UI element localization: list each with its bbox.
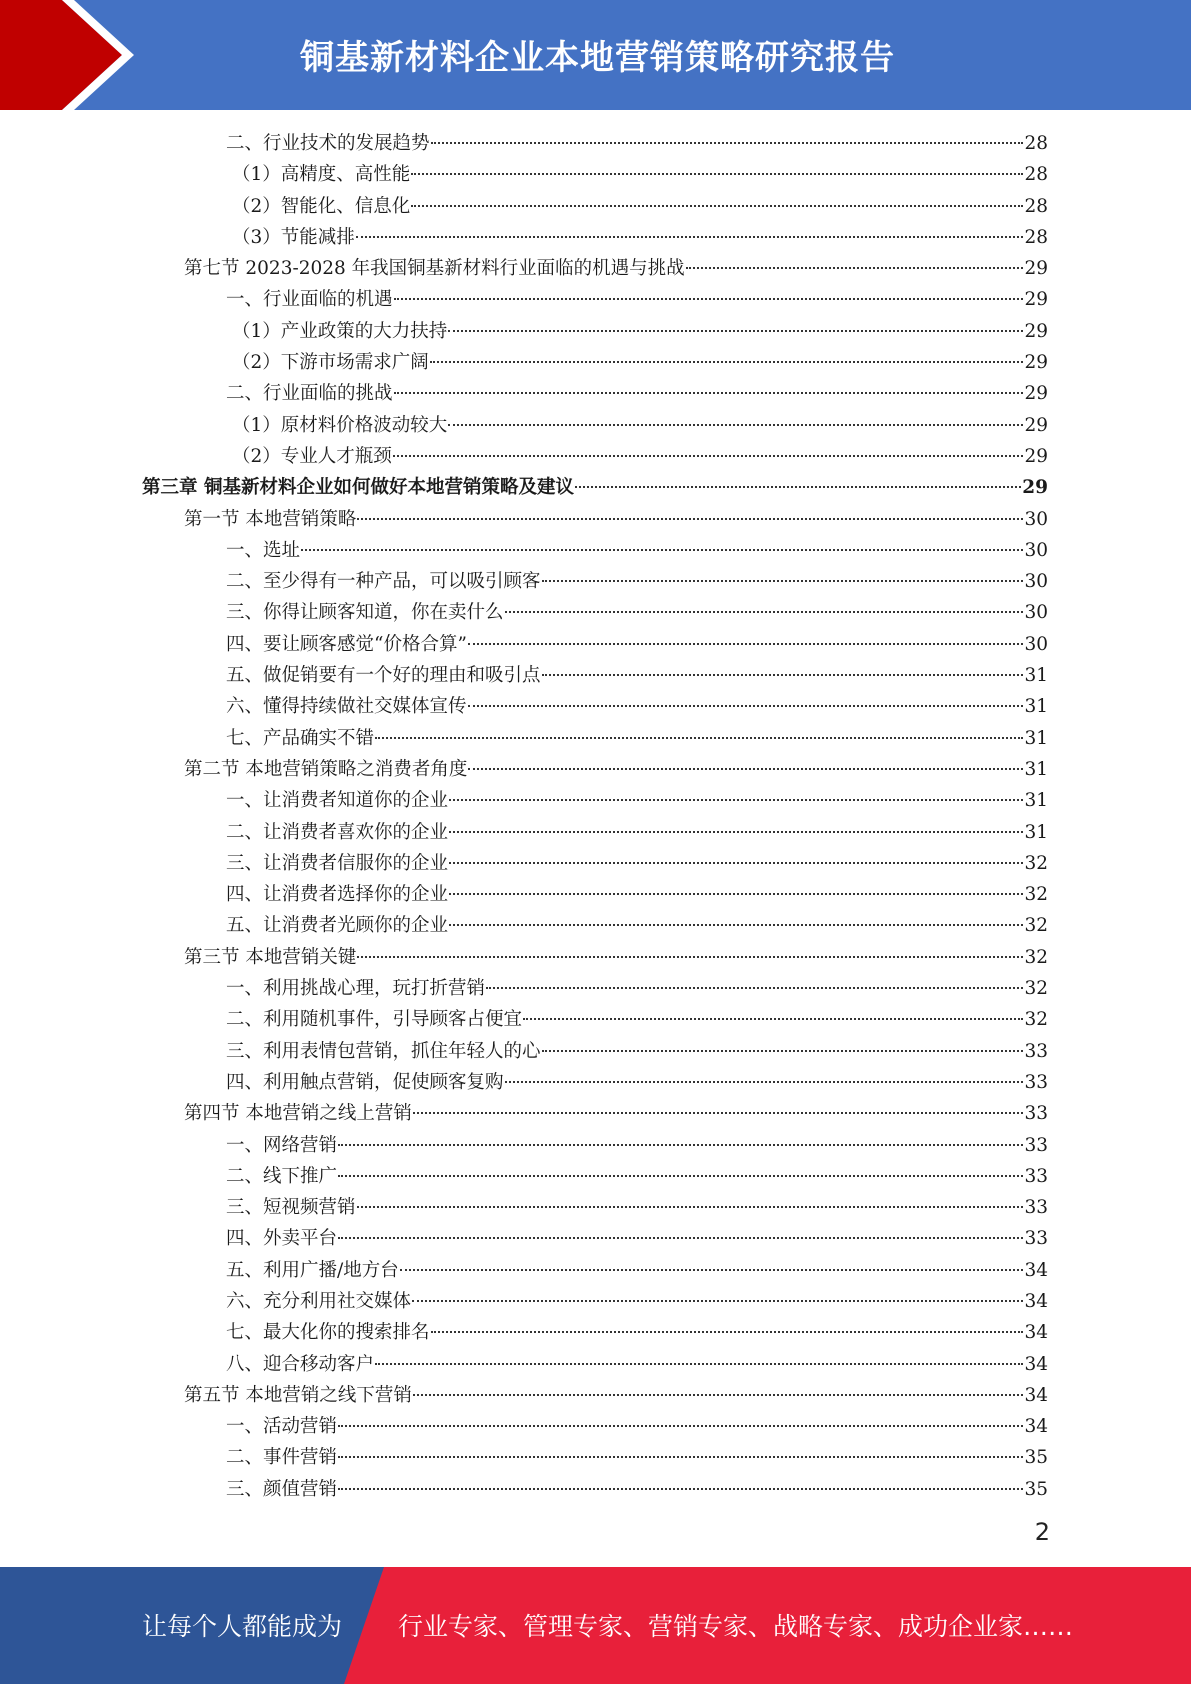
toc-section-entry[interactable]: [142, 1098, 1048, 1129]
toc-section-entry[interactable]: [142, 504, 1048, 535]
toc-chapter-entry[interactable]: [142, 472, 1048, 503]
toc-dot-leader: [431, 1331, 1024, 1333]
toc-page-number: 31: [1024, 821, 1048, 843]
toc-page-number: 29: [1022, 477, 1048, 499]
toc-dot-leader: [505, 611, 1024, 613]
toc-entry-title: 第二节 本地营销策略之消费者角度: [184, 758, 468, 780]
toc-dot-leader: [542, 674, 1024, 676]
toc-entry[interactable]: [142, 597, 1048, 628]
toc-page-number: 29: [1024, 258, 1048, 280]
toc-dot-leader: [468, 768, 1023, 770]
toc-dot-leader: [468, 705, 1024, 707]
toc-page-number: 33: [1024, 1197, 1048, 1219]
toc-entry[interactable]: [142, 1442, 1048, 1473]
toc-entry-title: 二、线下推广: [226, 1165, 338, 1187]
toc-entry-title: 五、做促销要有一个好的理由和吸引点: [226, 665, 541, 687]
toc-dot-leader: [430, 361, 1024, 363]
toc-entry-title: 第五节 本地营销之线下营销: [184, 1384, 412, 1406]
toc-entry-title: （1）原材料价格波动较大: [232, 414, 448, 436]
toc-entry[interactable]: [142, 973, 1048, 1004]
toc-entry-title: 四、外卖平台: [226, 1228, 338, 1250]
toc-entry[interactable]: [142, 1192, 1048, 1223]
toc-section-entry[interactable]: [142, 942, 1048, 973]
page-header: [0, 0, 1191, 110]
toc-entry-title: （1）高精度、高性能: [232, 164, 411, 186]
toc-dot-leader: [575, 486, 1021, 488]
toc-page-number: 30: [1024, 508, 1048, 530]
toc-dot-leader: [357, 518, 1023, 520]
toc-dot-leader: [449, 893, 1023, 895]
toc-page-number: 29: [1024, 414, 1048, 436]
toc-entry-title: 二、让消费者喜欢你的企业: [226, 821, 449, 843]
toc-entry[interactable]: [142, 347, 1048, 378]
toc-section-entry[interactable]: [142, 253, 1048, 284]
toc-entry[interactable]: [142, 441, 1048, 472]
toc-page-number: 31: [1024, 727, 1048, 749]
toc-dot-leader: [356, 236, 1024, 238]
toc-entry-title: （2）下游市场需求广阔: [232, 352, 429, 374]
toc-dot-leader: [412, 1300, 1023, 1302]
toc-entry-title: 二、至少得有一种产品，可以吸引顾客: [226, 571, 541, 593]
toc-page-number: 29: [1024, 445, 1048, 467]
toc-page-number: 30: [1024, 633, 1048, 655]
toc-entry-title: 三、短视频营销: [226, 1197, 356, 1219]
toc-entry-title: 第一节 本地营销策略: [184, 508, 357, 530]
toc-page-number: 34: [1024, 1322, 1048, 1344]
toc-entry[interactable]: [142, 1223, 1048, 1254]
toc-dot-leader: [523, 1018, 1023, 1020]
toc-entry[interactable]: [142, 848, 1048, 879]
toc-entry-title: 第三章 铜基新材料企业如何做好本地营销策略及建议: [142, 477, 574, 499]
toc-entry[interactable]: [142, 1286, 1048, 1317]
toc-entry-title: 一、选址: [226, 539, 301, 561]
toc-dot-leader: [448, 424, 1023, 426]
toc-entry[interactable]: [142, 410, 1048, 441]
toc-entry[interactable]: [142, 1161, 1048, 1192]
toc-section-entry[interactable]: [142, 754, 1048, 785]
toc-entry-title: 三、你得让顾客知道，你在卖什么: [226, 602, 504, 624]
toc-entry-title: 二、行业技术的发展趋势: [226, 133, 430, 154]
toc-entry[interactable]: [142, 1036, 1048, 1067]
toc-entry-title: 三、让消费者信服你的企业: [226, 852, 449, 874]
toc-entry-title: 八、迎合移动客户: [226, 1353, 375, 1375]
toc-entry[interactable]: [142, 191, 1048, 222]
toc-entry[interactable]: [142, 222, 1048, 253]
toc-entry-title: 三、颜值营销: [226, 1478, 338, 1500]
toc-dot-leader: [413, 1112, 1024, 1114]
toc-entry-title: （2）智能化、信息化: [232, 195, 411, 217]
toc-entry[interactable]: [142, 159, 1048, 190]
toc-page-number: 28: [1024, 195, 1048, 217]
toc-entry-title: 七、产品确实不错: [226, 727, 375, 749]
toc-entry-title: 一、活动营销: [226, 1416, 338, 1438]
toc-entry[interactable]: [142, 691, 1048, 722]
toc-dot-leader: [449, 799, 1023, 801]
toc-page-number: 29: [1024, 320, 1048, 342]
toc-entry[interactable]: [142, 785, 1048, 816]
header-red-arrow: [0, 0, 150, 110]
toc-entry-title: 第四节 本地营销之线上营销: [184, 1103, 412, 1125]
toc-entry[interactable]: [142, 879, 1048, 910]
toc-page-number: 33: [1024, 1165, 1048, 1187]
toc-entry-title: 二、利用随机事件，引导顾客占便宜: [226, 1009, 523, 1031]
toc-page-number: 32: [1024, 884, 1048, 906]
toc-entry[interactable]: [142, 535, 1048, 566]
toc-entry-title: 四、要让顾客感觉“价格合算”: [226, 633, 467, 655]
toc-page-number: 34: [1024, 1259, 1048, 1281]
toc-dot-leader: [505, 1081, 1024, 1083]
toc-entry[interactable]: [142, 316, 1048, 347]
toc-dot-leader: [301, 549, 1023, 551]
toc-dot-leader: [338, 1488, 1023, 1490]
toc-page-number: 35: [1024, 1447, 1048, 1469]
toc-entry[interactable]: [142, 1411, 1048, 1442]
table-of-contents: [142, 128, 1048, 1505]
toc-entry-title: 第三节 本地营销关键: [184, 946, 357, 968]
toc-dot-leader: [338, 1237, 1023, 1239]
toc-page-number: 31: [1024, 665, 1048, 687]
toc-entry[interactable]: [142, 1349, 1048, 1380]
toc-page-number: 29: [1024, 289, 1048, 311]
toc-entry[interactable]: [142, 1317, 1048, 1348]
toc-page-number: 34: [1024, 1384, 1048, 1406]
toc-dot-leader: [338, 1175, 1023, 1177]
footer-slogan-left: 让每个人都能成为: [142, 1612, 343, 1641]
toc-dot-leader: [375, 1363, 1023, 1365]
toc-entry[interactable]: [142, 1067, 1048, 1098]
toc-page-number: 34: [1024, 1290, 1048, 1312]
toc-entry[interactable]: [142, 284, 1048, 315]
toc-page-number: 35: [1024, 1478, 1048, 1500]
page-number: 2: [1034, 1518, 1050, 1546]
toc-dot-leader: [686, 267, 1024, 269]
toc-dot-leader: [411, 173, 1023, 175]
toc-entry[interactable]: [142, 817, 1048, 848]
toc-entry-title: 第七节 2023-2028 年我国铜基新材料行业面临的机遇与挑战: [184, 258, 685, 280]
toc-dot-leader: [393, 455, 1024, 457]
toc-page-number: 33: [1024, 1134, 1048, 1156]
toc-dot-leader: [468, 643, 1024, 645]
toc-entry-title: 六、充分利用社交媒体: [226, 1290, 412, 1312]
report-title: 铜基新材料企业本地营销策略研究报告: [300, 38, 895, 78]
toc-dot-leader: [394, 392, 1024, 394]
toc-entry[interactable]: [142, 910, 1048, 941]
toc-dot-leader: [400, 1269, 1024, 1271]
toc-page-number: 32: [1024, 915, 1048, 937]
toc-dot-leader: [357, 956, 1023, 958]
toc-entry[interactable]: [142, 1004, 1048, 1035]
toc-page-number: 32: [1024, 946, 1048, 968]
toc-page-number: 28: [1024, 164, 1048, 186]
toc-dot-leader: [449, 831, 1023, 833]
toc-dot-leader: [338, 1425, 1023, 1427]
toc-entry-title: （2）专业人才瓶颈: [232, 445, 392, 467]
toc-dot-leader: [486, 987, 1023, 989]
toc-dot-leader: [449, 862, 1023, 864]
toc-page-number: 30: [1024, 539, 1048, 561]
toc-entry[interactable]: [142, 378, 1048, 409]
page-footer: [0, 1567, 1191, 1684]
toc-entry-title: 一、网络营销: [226, 1134, 338, 1156]
toc-page-number: 32: [1024, 852, 1048, 874]
toc-dot-leader: [431, 142, 1024, 144]
toc-dot-leader: [394, 298, 1024, 300]
toc-entry-title: 七、最大化你的搜索排名: [226, 1322, 430, 1344]
toc-page-number: 33: [1024, 1103, 1048, 1125]
toc-dot-leader: [411, 205, 1023, 207]
toc-page-number: 31: [1024, 696, 1048, 718]
toc-section-entry[interactable]: [142, 1380, 1048, 1411]
toc-entry[interactable]: [142, 1474, 1048, 1505]
toc-entry-title: （1）产业政策的大力扶持: [232, 320, 448, 342]
toc-entry-title: 四、利用触点营销，促使顾客复购: [226, 1071, 504, 1093]
toc-page-number: 30: [1024, 602, 1048, 624]
toc-entry[interactable]: [142, 566, 1048, 597]
toc-entry[interactable]: [142, 1130, 1048, 1161]
toc-page-number: 30: [1024, 571, 1048, 593]
toc-dot-leader: [357, 1206, 1024, 1208]
toc-entry[interactable]: [142, 660, 1048, 691]
toc-page-number: 33: [1024, 1071, 1048, 1093]
toc-entry-title: 二、事件营销: [226, 1447, 338, 1469]
toc-entry-title: 四、让消费者选择你的企业: [226, 884, 449, 906]
toc-entry[interactable]: [142, 128, 1048, 159]
toc-entry-title: 一、让消费者知道你的企业: [226, 790, 449, 812]
toc-page-number: 34: [1024, 1353, 1048, 1375]
toc-page-number: 34: [1024, 1416, 1048, 1438]
toc-entry[interactable]: [142, 1255, 1048, 1286]
toc-entry-title: 三、利用表情包营销，抓住年轻人的心: [226, 1040, 541, 1062]
toc-entry[interactable]: [142, 629, 1048, 660]
toc-entry-title: 六、懂得持续做社交媒体宣传: [226, 696, 467, 718]
toc-page-number: 28: [1024, 226, 1048, 248]
toc-entry-title: 五、让消费者光顾你的企业: [226, 915, 449, 937]
toc-dot-leader: [338, 1456, 1023, 1458]
toc-dot-leader: [542, 1050, 1024, 1052]
toc-page-number: 29: [1024, 352, 1048, 374]
toc-page-number: 33: [1024, 1228, 1048, 1250]
toc-page-number: 28: [1024, 133, 1048, 154]
toc-entry-title: （3）节能减排: [232, 226, 355, 248]
toc-page-number: 32: [1024, 1009, 1048, 1031]
toc-dot-leader: [449, 924, 1023, 926]
toc-entry[interactable]: [142, 723, 1048, 754]
toc-entry-title: 五、利用广播/地方台: [226, 1259, 399, 1281]
toc-dot-leader: [375, 737, 1023, 739]
footer-slogan-right: 行业专家、管理专家、营销专家、战略专家、成功企业家……: [398, 1612, 1074, 1641]
toc-page-number: 33: [1024, 1040, 1048, 1062]
toc-page-number: 31: [1024, 790, 1048, 812]
toc-entry-title: 一、行业面临的机遇: [226, 289, 393, 311]
toc-dot-leader: [542, 580, 1024, 582]
toc-dot-leader: [338, 1144, 1023, 1146]
toc-entry-title: 一、利用挑战心理，玩打折营销: [226, 978, 486, 1000]
toc-page-number: 32: [1024, 978, 1048, 1000]
toc-dot-leader: [413, 1394, 1024, 1396]
toc-page-number: 29: [1024, 383, 1048, 405]
toc-page-number: 31: [1024, 758, 1048, 780]
toc-entry-title: 二、行业面临的挑战: [226, 383, 393, 405]
toc-dot-leader: [448, 330, 1023, 332]
